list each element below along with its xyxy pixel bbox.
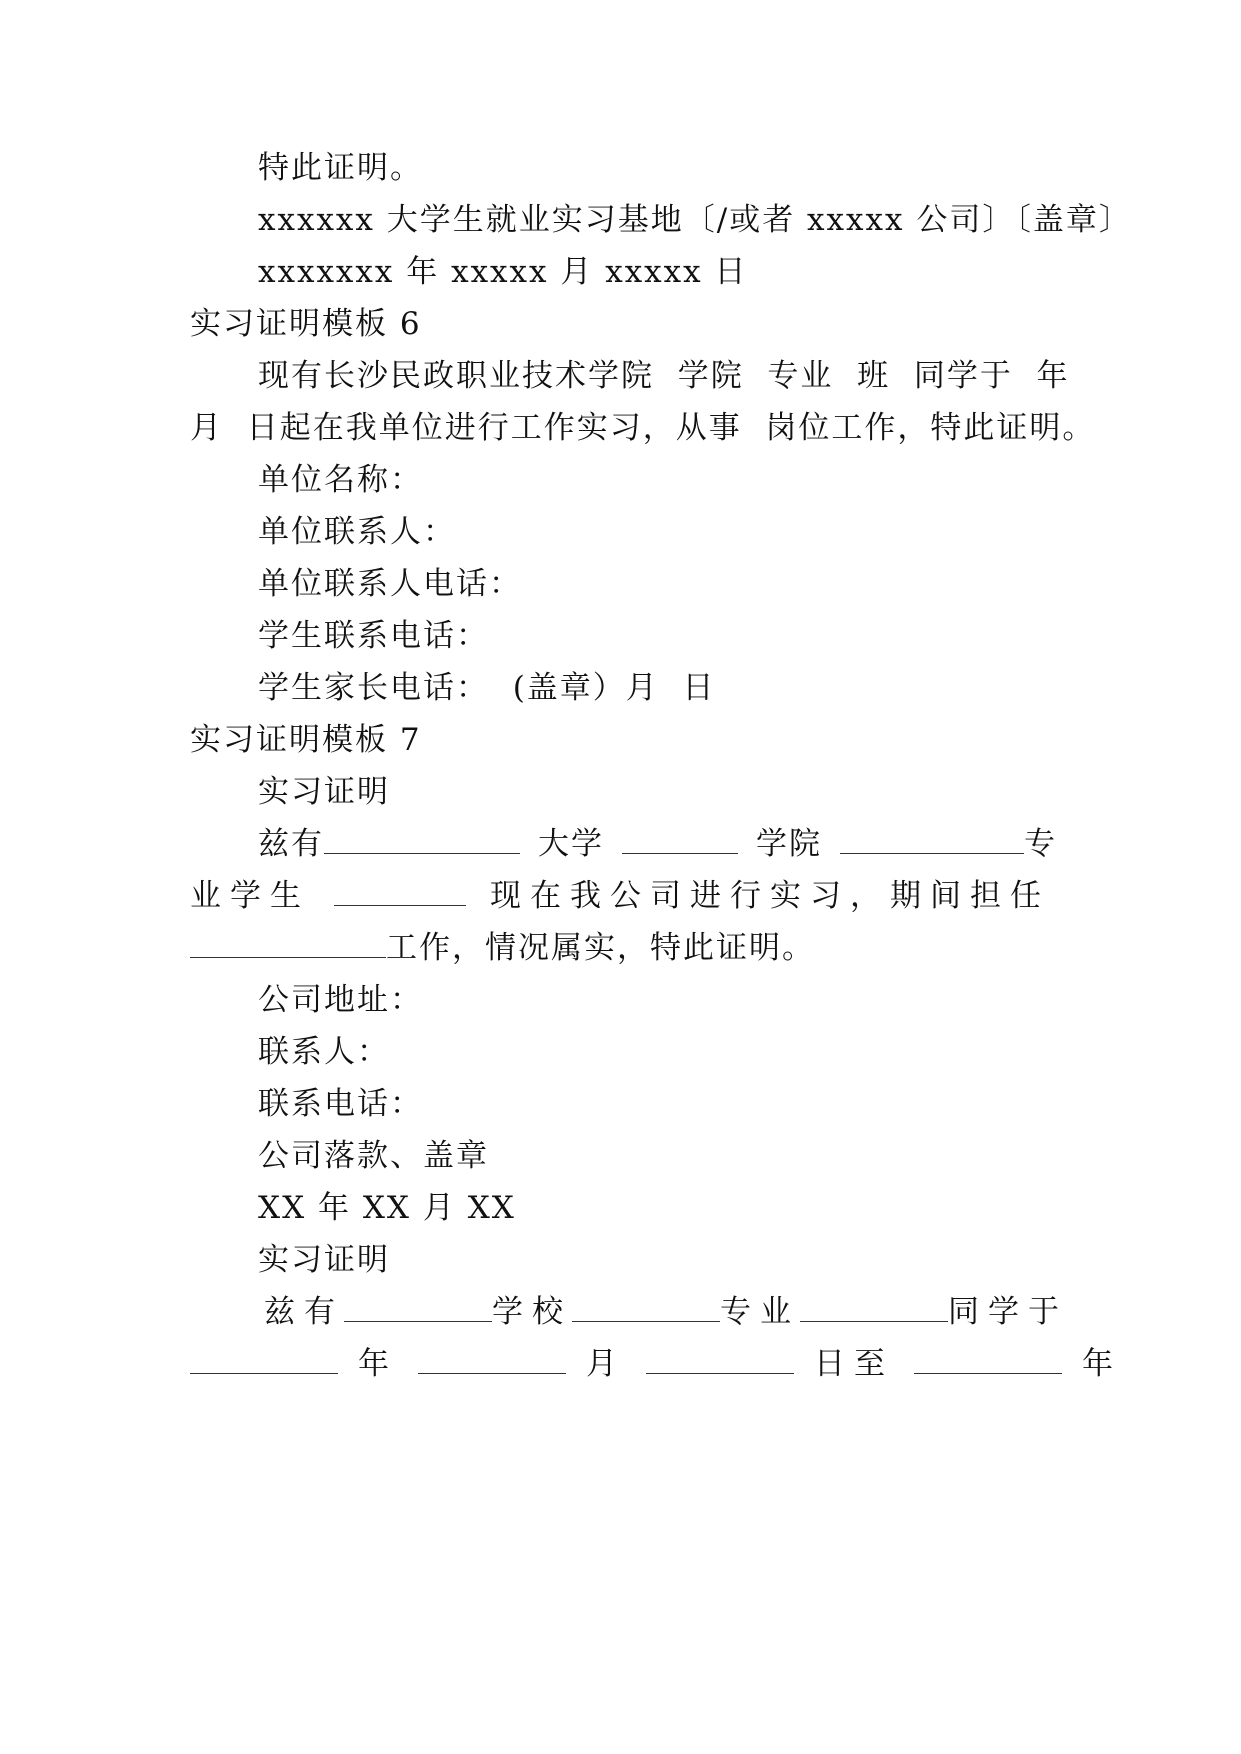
text-segment: 专业 xyxy=(720,1294,800,1330)
text-segment: 年 xyxy=(358,1346,398,1382)
unit-contact-label: 单位联系人： xyxy=(258,514,456,550)
unit-contact-phone-label: 单位联系人电话： xyxy=(258,566,522,602)
certificate-title-2: 实习证明 xyxy=(258,1242,390,1278)
form-line-3 xyxy=(190,928,815,968)
fill-blank xyxy=(344,1295,492,1322)
fill-blank xyxy=(418,1347,566,1374)
fill-blank xyxy=(324,827,520,854)
form-line-1 xyxy=(258,824,1057,864)
template6-body-line2: 月 日起在我单位进行工作实习，从事 岗位工作，特此证明。 xyxy=(190,410,1096,446)
text-segment: 工作，情况属实，特此证明。 xyxy=(386,930,815,966)
fill-blank xyxy=(646,1347,794,1374)
fill-blank xyxy=(190,1347,338,1374)
template7-heading: 实习证明模板 7 xyxy=(190,722,422,758)
fill-blank xyxy=(622,827,738,854)
text-segment: 年 xyxy=(1082,1346,1122,1382)
parent-phone-label: 学生家长电话： (盖章）月 日 xyxy=(258,670,716,706)
certify-text: 特此证明。 xyxy=(258,150,423,186)
text-segment: 兹有 xyxy=(264,1294,344,1330)
company-address-label: 公司地址： xyxy=(258,982,423,1018)
template6-body-line1: 现有长沙民政职业技术学院 学院 专业 班 同学于 年 xyxy=(258,358,1070,394)
fill-blank xyxy=(840,827,1024,854)
text-segment: 现在我公司进行实习，期间担任 xyxy=(490,878,1050,914)
fill-blank xyxy=(572,1295,720,1322)
text-segment: 同学于 xyxy=(948,1294,1068,1330)
contact-label: 联系人： xyxy=(258,1034,390,1070)
text-segment: 学校 xyxy=(492,1294,572,1330)
signoff-date: XX 年 XX 月 XX xyxy=(258,1190,516,1226)
unit-name-label: 单位名称： xyxy=(258,462,423,498)
form-line-5 xyxy=(190,1344,1122,1384)
form-line-4 xyxy=(264,1292,1068,1332)
text-segment: 学院 xyxy=(756,826,822,862)
certificate-title: 实习证明 xyxy=(258,774,390,810)
text-segment: 月 xyxy=(586,1346,626,1382)
text-segment: 兹有 xyxy=(258,826,324,862)
date-line: xxxxxxx 年 xxxxx 月 xxxxx 日 xyxy=(258,254,748,290)
template6-heading: 实习证明模板 6 xyxy=(190,306,422,342)
fill-blank xyxy=(334,879,466,906)
text-segment: 大学 xyxy=(538,826,604,862)
fill-blank xyxy=(914,1347,1062,1374)
form-line-2 xyxy=(190,876,1050,916)
text-segment: 业学生 xyxy=(190,878,310,914)
company-signoff: 公司落款、盖章 xyxy=(258,1138,489,1174)
issuer-line: xxxxxx 大学生就业实习基地〔/或者 xxxxx 公司〕〔盖章〕 xyxy=(258,202,1132,238)
fill-blank xyxy=(190,931,386,958)
text-segment: 专 xyxy=(1024,826,1057,862)
contact-phone-label: 联系电话： xyxy=(258,1086,423,1122)
text-segment: 日至 xyxy=(814,1346,894,1382)
fill-blank xyxy=(800,1295,948,1322)
student-phone-label: 学生联系电话： xyxy=(258,618,489,654)
